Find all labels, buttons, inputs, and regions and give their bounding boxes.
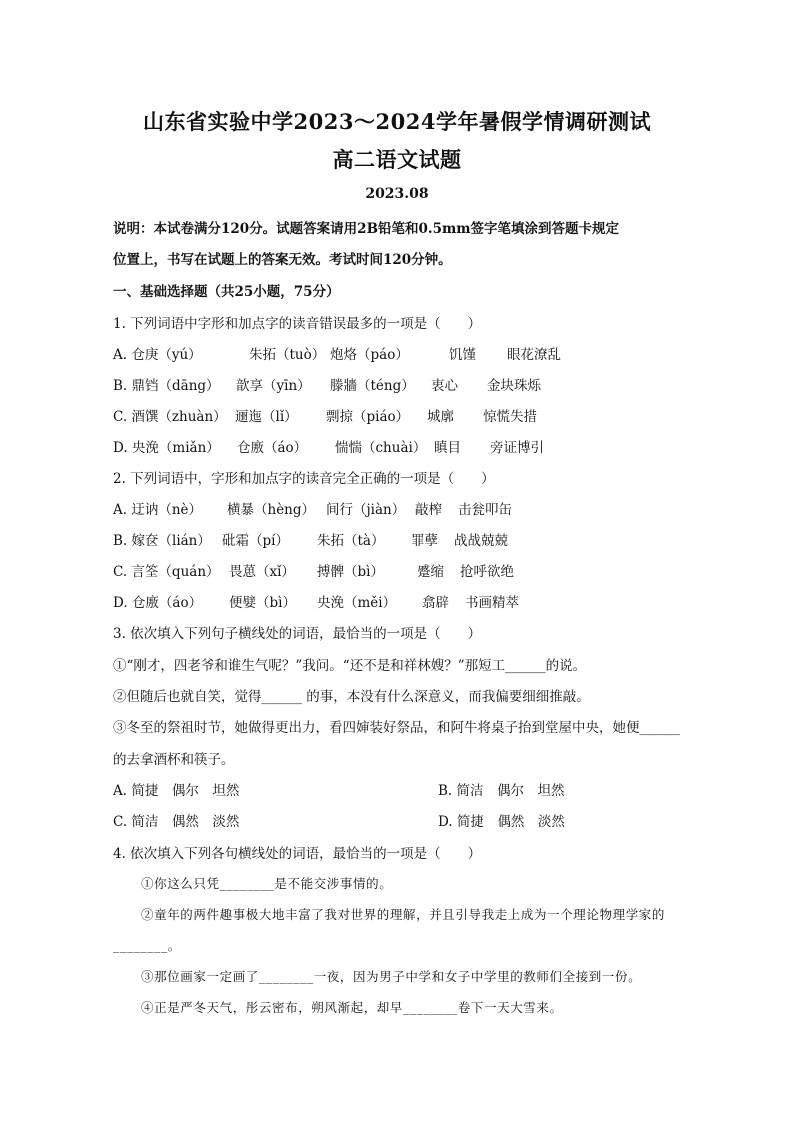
option-item: 砒霜（pí）	[222, 533, 289, 549]
option-item: 惊慌失措	[483, 409, 537, 425]
option-item: 金块珠烁	[487, 378, 541, 394]
option-item: 衷心	[431, 378, 458, 394]
option-item: C. 酒馔（zhuàn）	[113, 409, 227, 425]
option-item: 城廓	[427, 409, 454, 425]
option-item: 炮烙（páo）	[330, 347, 409, 363]
option-item: 朱拓（tà）	[317, 533, 385, 549]
option-item: D. 央浼（miǎn）	[113, 440, 220, 456]
option-item: 剽掠（piáo）	[326, 409, 410, 425]
q3-sentence-3a: ③冬至的祭祖时节，她做得更出力，看四婶装好祭品，和阿牛将桌子抬到堂屋中央，她便______	[113, 720, 680, 736]
option-item: 横暴（hèng）	[227, 502, 316, 518]
option-item: 畏葸（xǐ）	[229, 564, 295, 580]
option-item: 抢呼欲绝	[460, 564, 514, 580]
q3-option-d: D. 简捷 偶然 淡然	[438, 814, 565, 830]
option-item: 便嬖（bì）	[229, 595, 296, 611]
exam-date: 2023.08	[365, 186, 429, 202]
option-item: 仓廒（áo）	[237, 440, 308, 456]
option-item: 眼花潦乱	[507, 347, 561, 363]
q3-sentence-1: ①“刚才，四老爷和谁生气呢？”我问。“还不是和祥林嫂？”那短工______的说。	[113, 658, 587, 674]
option-item: 歆享（yīn）	[236, 378, 311, 394]
option-item: 蹙缩	[417, 564, 444, 580]
option-item: D. 仓廒（áo）	[113, 595, 203, 611]
option-item: 罪孽	[411, 533, 438, 549]
q3-option-a: A. 简捷 偶尔 坦然	[113, 783, 240, 799]
option-item: 旁证博引	[490, 440, 544, 456]
option-item: 书画精萃	[465, 595, 519, 611]
option-item: 搏髀（bì）	[317, 564, 384, 580]
instructions-line-2: 位置上，书写在试题上的答案无效。考试时间120分钟。	[113, 252, 452, 268]
q4-sentence-3: ③那位画家一定画了________一夜，因为男子中学和女子中学里的教师们全接到一份。	[141, 969, 642, 984]
section-heading: 一、基础选择题（共25小题，75分）	[113, 284, 340, 300]
question-2-stem: 2. 下列词语中，字形和加点字的读音完全正确的一项是（ ）	[113, 471, 495, 487]
question-4-stem: 4. 依次填入下列各句横线处的词语，最恰当的一项是（ ）	[113, 846, 482, 862]
question-1-stem: 1. 下列词语中字形和加点字的读音错误最多的一项是（ ）	[113, 316, 482, 332]
q3-option-b: B. 简洁 偶尔 坦然	[438, 783, 565, 799]
q3-sentence-2: ②但随后也就自笑，觉得______ 的事，本没有什么深意义，而我偏要细细推敲。	[113, 689, 590, 705]
exam-subtitle: 高二语文试题	[332, 147, 462, 172]
option-item: 滕牆（téng）	[330, 378, 415, 394]
option-item: 央浼（měi）	[317, 595, 397, 611]
q4-sentence-4: ④正是严冬天气，彤云密布，朔风渐起，却早________卷下一天大雪来。	[141, 1000, 563, 1015]
option-item: A. 迂讷（nè）	[113, 502, 203, 518]
option-item: B. 嫁奁（lián）	[113, 533, 211, 549]
option-item: 朱拓（tuò）	[249, 347, 326, 363]
option-item: 翕辟	[422, 595, 449, 611]
q4-sentence-1: ①你这么只凭________是不能交涉事情的。	[141, 876, 393, 891]
option-item: C. 言筌（quán）	[113, 564, 220, 580]
option-item: 间行（jiàn）	[326, 502, 406, 518]
q4-sentence-2a: ②童年的两件趣事极大地丰富了我对世界的理解，并且引导我走上成为一个理论物理学家的	[141, 907, 666, 922]
option-item: 瞋目	[434, 440, 461, 456]
option-item: 敲榨	[415, 502, 442, 518]
option-item: 逦迤（lǐ）	[235, 409, 298, 425]
option-item: A. 仓庚（yú）	[113, 347, 202, 363]
option-item: 惴惴（chuài）	[335, 440, 427, 456]
option-item: 战战兢兢	[454, 533, 508, 549]
q3-option-c: C. 简洁 偶然 淡然	[113, 814, 240, 830]
question-3-stem: 3. 依次填入下列句子横线处的词语，最恰当的一项是（ ）	[113, 626, 482, 642]
option-item: 击瓮叩缶	[458, 502, 512, 518]
option-item: B. 鼎铛（dāng）	[113, 378, 220, 394]
option-item: 饥馑	[449, 347, 476, 363]
exam-title: 山东省实验中学2023～2024学年暑假学情调研测试	[143, 109, 651, 134]
instructions-line-1: 说明：本试卷满分120分。试题答案请用2B铅笔和0.5mm签字笔填涂到答题卡规定	[113, 221, 620, 237]
q4-sentence-2b: ________。	[113, 938, 181, 953]
q3-sentence-3b: 的去拿酒杯和筷子。	[113, 752, 235, 768]
